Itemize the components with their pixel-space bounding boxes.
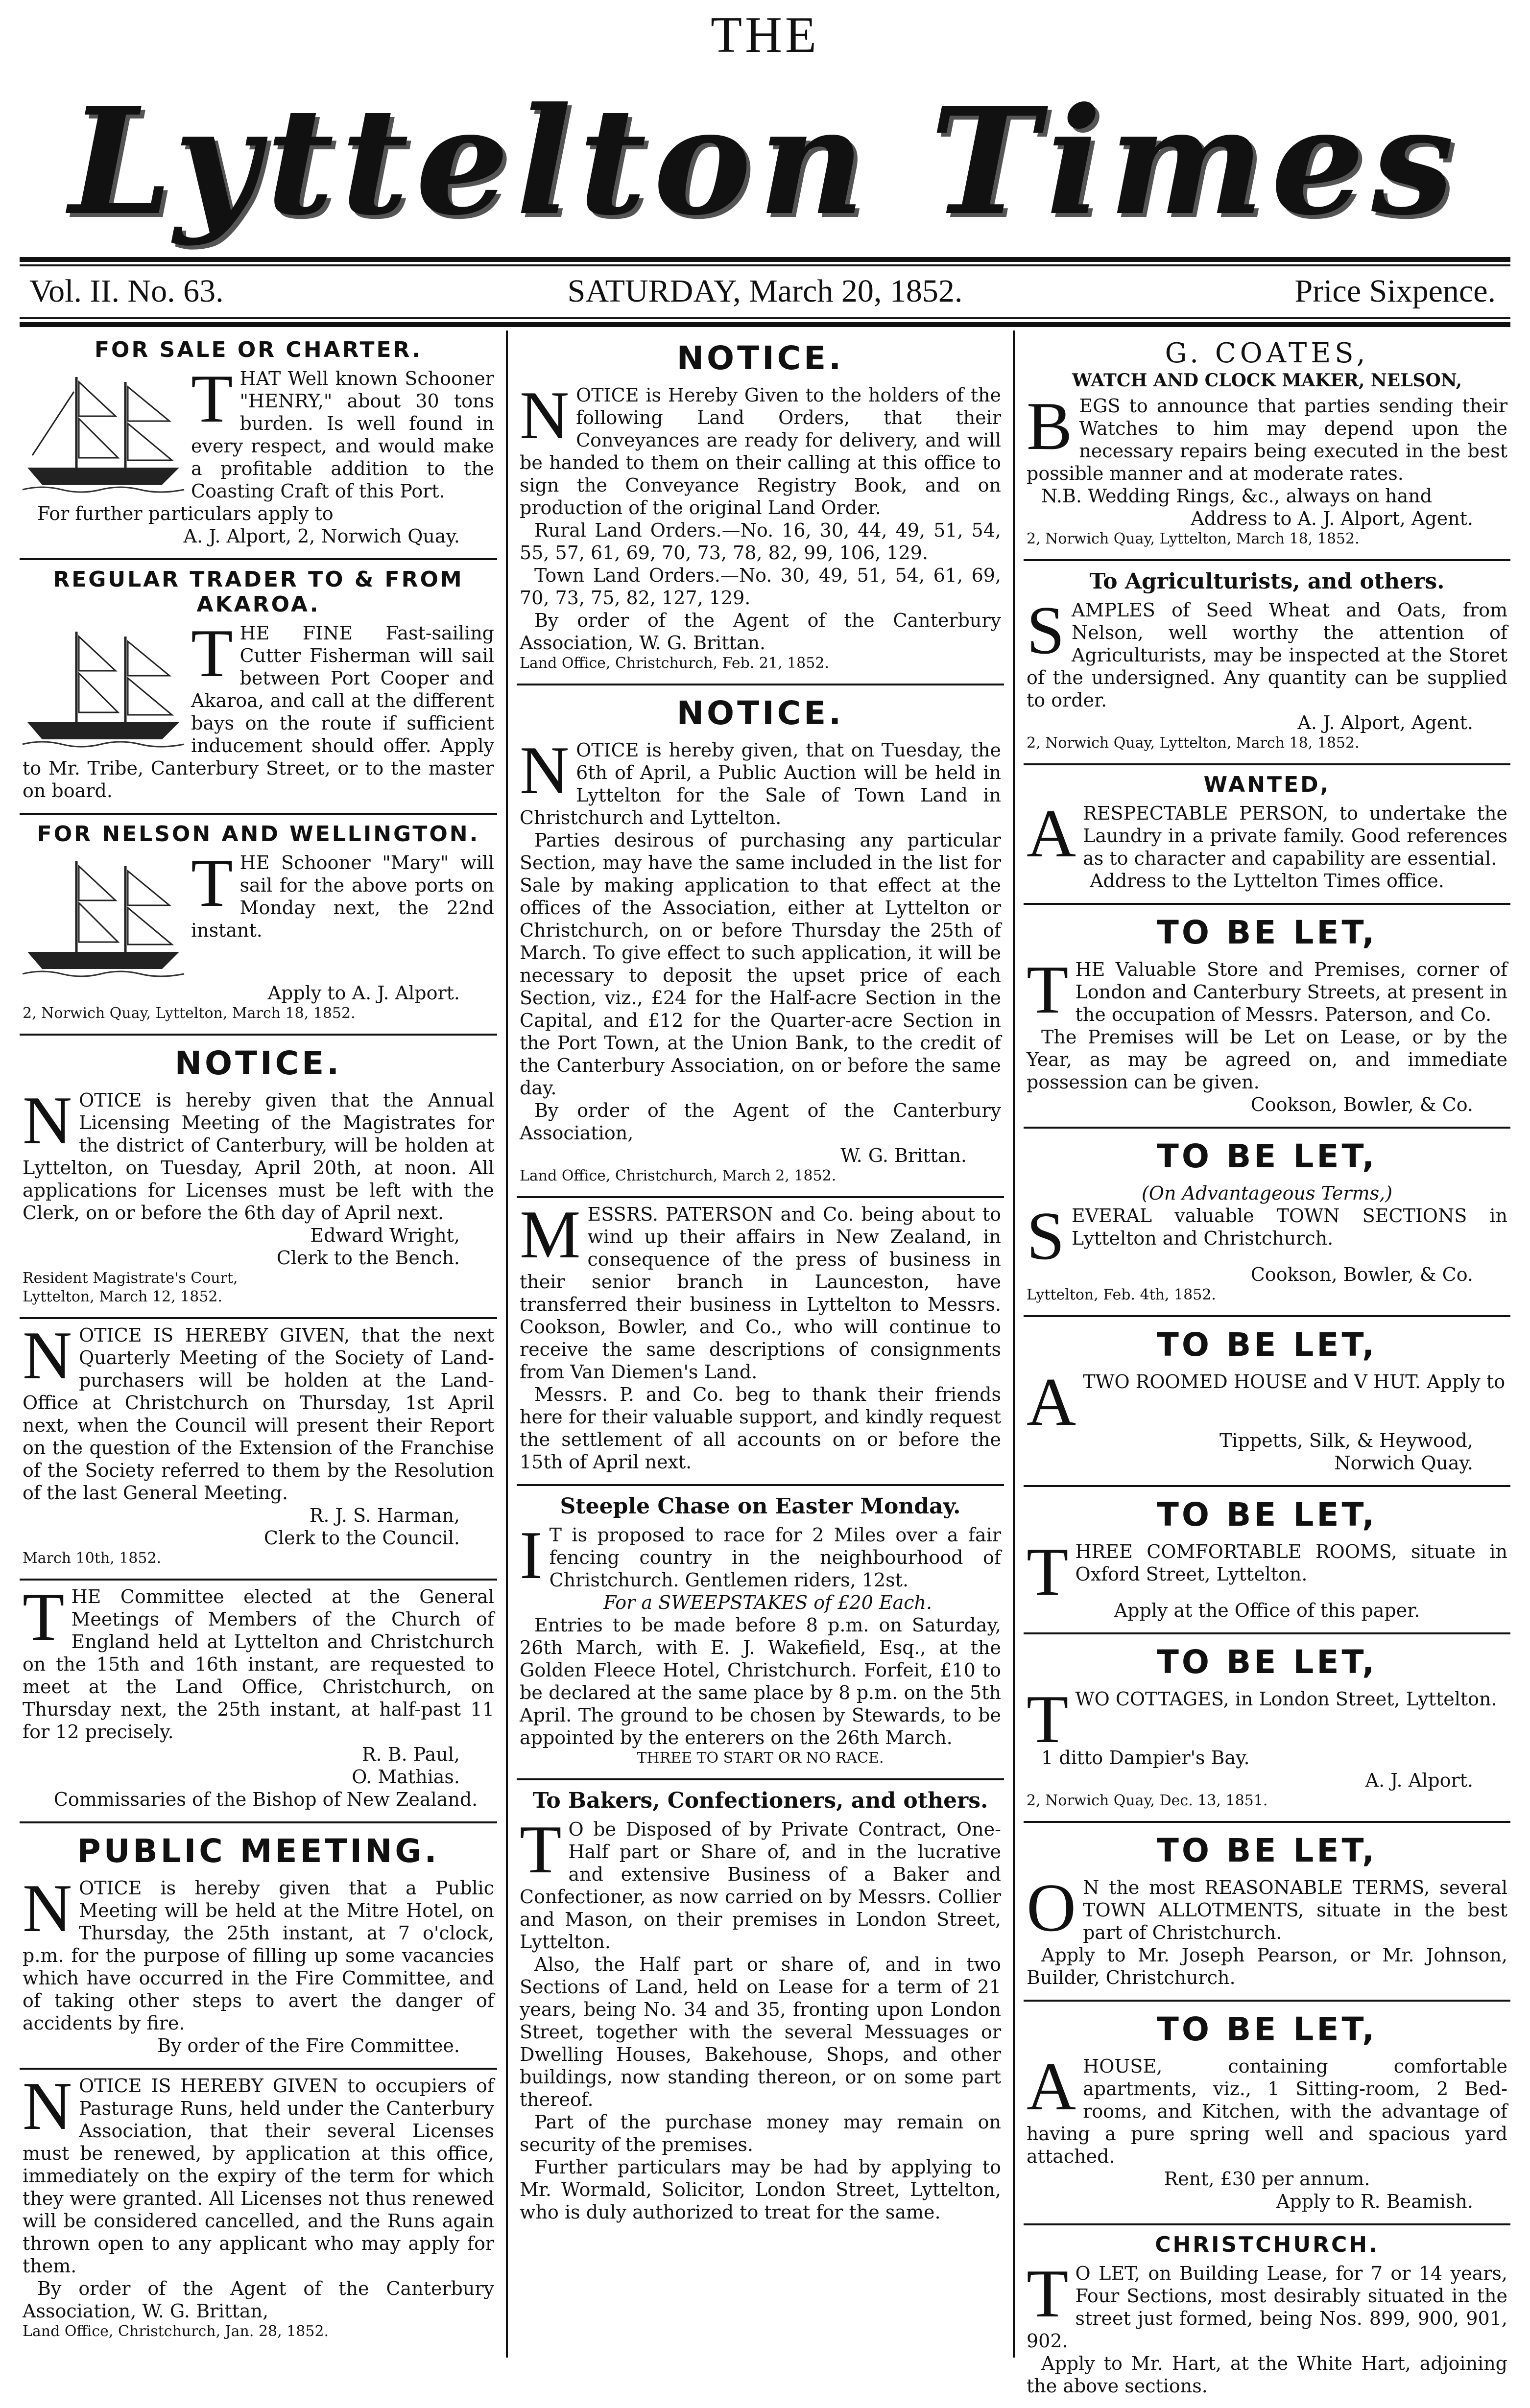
column-rule-1 [506,331,508,2358]
ad-paragraph: Entries to be made before 8 p.m. on Saturday, 26th March, with E. J. Wakefield, Esq., at the Golden Fleece Hotel, Christchurch. Forfeit, £10 to be declared at the same place by 8 p.m. on the 5th April. The ground to be chosen by Stewards, to be appointed by the enterers on the 26th March. [520,1614,1001,1748]
ad-body: ESSRS. PATERSON and Co. being about to wind up their affairs in New Zealand, in consequence of the press of business in their senior branch in Launceston, have transferred their business in Lyttelton to Messrs. Cookson, Bowler, and Co., who will continue to receive the same descriptions of consignments from Van Diemen's Land. [520,1204,1001,1383]
ad-paragraph: Also, the Half part or share of, and in two Sections of Land, held on Lease for a term of 21 years, being No. 34 and 35, fronting upon London Street, together with the several Messuages or Dwelling Houses, Bakehouse, Shops, and other buildings, now standing thereon, or on some part thereof. [520,1954,1001,2110]
dateline [20,269,1510,313]
ad-heading: TO BE LET, [1156,1832,1378,1869]
drop-cap: A [1027,796,1076,872]
ad-signature: Cookson, Bowler, & Co. [1250,1094,1473,1115]
ad-heading: PUBLIC MEETING. [77,1832,440,1870]
ad-body: T is proposed to race for 2 Miles over a fair fencing country in the neighbourhood of Christchurch. Gentlemen riders, 12st. [549,1524,1001,1591]
drop-cap: N [520,732,570,808]
ad-paragraph: Messrs. P. and Co. beg to thank their friends here for their valuable support, and kindly request the settlement of all accounts on or before the 15th of April next. [520,1384,1001,1473]
ad-fisherman-cutter [20,560,497,815]
ad-public-auction-notice [517,685,1004,1198]
ad-heading: TO BE LET, [1156,1643,1378,1681]
ad-signature: A. J. Alport, Agent. [1297,712,1473,733]
ad-subheading: WATCH AND CLOCK MAKER, NELSON, [1072,370,1462,391]
drop-cap: A [1027,2049,1076,2125]
drop-cap: I [520,1517,543,1593]
drop-cap: T [191,845,233,921]
ad-heading: WANTED, [1203,772,1331,797]
ad-heading: TO BE LET, [1156,1137,1378,1175]
ad-body: HOUSE, containing comfortable apartments, viz., 1 Sitting-room, 2 Bed-rooms, and Kitchen, with the advantage of having a pure spring well and spacious yard attached. [1027,2055,1507,2167]
ad-body: EVERAL valuable TOWN SECTIONS in Lyttelton and Christchurch. [1071,1205,1507,1249]
ad-heading: CHRISTCHURCH. [1155,2232,1379,2257]
town-land-orders: Town Land Orders.—No. 30, 49, 51, 54, 61, 69, 70, 73, 75, 82, 127, 129. [520,565,1001,609]
ad-body: HREE COMFORTABLE ROOMS, situate in Oxford Street, Lyttelton. [1075,1541,1507,1585]
ad-to-let-house [1024,2002,1510,2225]
drop-cap: N [23,1083,72,1158]
ad-paragraph: 1 ditto Dampier's Bay. [1041,1747,1250,1769]
ad-body: OTICE is hereby given, that on Tuesday, the 6th of April, a Public Auction will be held in Lyttelton for the Sale of Town Land in Christchurch and Lyttelton. [520,739,1001,828]
ad-note: 2, Norwich Quay, Lyttelton, March 18, 1852. [1027,734,1360,752]
ad-paragraph: By order of the Agent of the Canterbury Association, [520,1100,1001,1144]
ad-signature: Edward Wright, [310,1225,460,1246]
ad-heading: NOTICE. [676,694,844,732]
drop-cap: T [1027,2256,1069,2332]
drop-cap: O [1027,1870,1076,1946]
ad-heading: TO BE LET, [1156,1496,1378,1534]
drop-cap: N [23,1870,72,1946]
ad-heading: TO BE LET, [1156,1326,1378,1364]
ad-note: 2, Norwich Quay, Lyttelton, March 18, 1852. [1027,530,1360,547]
drop-cap: T [1027,952,1069,1028]
ad-to-let-store [1024,905,1510,1129]
ad-heading: TO BE LET, [1156,914,1378,951]
ad-note: Resident Magistrate's Court, [23,1270,238,1287]
ad-land-purchasers-notice [20,1319,497,1581]
ad-signature: R. B. Paul, [361,1744,460,1765]
ad-body: HE FINE Fast-sailing Cutter Fisherman will sail between Port Cooper and Akaroa, and call at the different bays on the route if sufficient inducement should offer. Apply to Mr. Tribe, Canterbury Street, or to the master on board. [23,622,494,802]
ad-signature-title: Clerk to the Bench. [276,1247,460,1269]
masthead-rule-top-thin [20,264,1510,266]
rural-land-orders: Rural Land Orders.—No. 16, 30, 44, 49, 51, 54, 55, 57, 61, 69, 70, 73, 78, 82, 99, 106, 129. [520,519,1001,564]
drop-cap: T [191,615,233,691]
drop-cap: N [23,1318,72,1393]
newspaper-title: Lyttelton Times [69,75,1461,248]
ad-signature: Cookson, Bowler, & Co. [1250,1264,1473,1285]
ad-land-orders-notice [517,331,1004,685]
column-rule-2 [1013,331,1015,2358]
ad-paragraph: The Premises will be Let on Lease, or by the Year, as may be agreed on, and immediate possession can be given. [1027,1026,1507,1093]
ad-paragraph: N.B. Wedding Rings, &c., always on hand [1041,485,1433,507]
ad-henry-schooner [20,331,497,560]
ad-note: Land Office, Christchurch, March 2, 1852. [520,1167,837,1184]
sweepstakes-line: For a SWEEPSTAKES of £20 Each. [603,1592,932,1613]
ad-note: Lyttelton, March 12, 1852. [23,1288,223,1305]
ad-church-committee [20,1581,497,1823]
ad-paragraph: Apply to Mr. Joseph Pearson, or Mr. Johnson, Builder, Christchurch. [1027,1944,1507,1988]
column-right [1024,331,1510,2397]
drop-cap: T [191,361,233,437]
ad-note: Land Office, Christchurch, Jan. 28, 1852. [23,2323,329,2340]
ad-signature: By order of the Fire Committee. [157,2035,460,2056]
column-left [20,331,497,2358]
ad-signature: Apply to A. J. Alport. [267,982,460,1004]
ad-bakers-confectioners [517,1780,1004,2234]
ad-paragraph: Rent, £30 per annum. [1164,2168,1370,2190]
drop-cap: S [1027,1198,1065,1274]
ad-subheading: (On Advantageous Terms,) [1141,1182,1393,1204]
ad-heading: TO BE LET, [1156,2010,1378,2048]
ad-heading: To Agriculturists, and others. [1089,569,1445,594]
ad-to-let-town-sections [1024,1129,1510,1317]
drop-cap: B [1027,388,1073,464]
ad-heading: NOTICE. [174,1044,342,1082]
ad-body: OTICE IS HEREBY GIVEN to occupiers of Pasturage Runs, held under the Canterbury Association, that their several Licenses must be renewed, by application at this office, immediately on the expiry of the term for which they were granted. All Licenses not thus renewed will be considered cancelled, and the Runs again thrown open to any applicant who may apply for them. [23,2075,494,2277]
ad-body-line2: For further particulars apply to [37,503,334,524]
masthead-rule-bottom-thin [20,317,1510,319]
masthead-rule-top [20,257,1510,262]
ad-signature: A. J. Alport, 2, Norwich Quay. [183,525,460,547]
ad-heading: FOR SALE OR CHARTER. [95,337,422,362]
ad-paragraph: Part of the purchase money may remain on security of the premises. [520,2111,1001,2155]
ad-heading: FOR NELSON AND WELLINGTON. [37,822,480,847]
ad-signature-address: Norwich Quay. [1334,1452,1473,1474]
ad-heading: G. COATES, [1165,337,1369,369]
drop-cap: T [23,1579,65,1655]
ad-christchurch-lease [1024,2225,1510,2408]
ad-body: OTICE is hereby given that the Annual Licensing Meeting of the Magistrates for the district of Canterbury, will be holden at Lyttelton, on Tuesday, April 20th, at noon. All applications for Licenses must be left with the Clerk, on or before the 6th day of April next. [23,1089,494,1224]
ship-illustration-icon [23,851,184,979]
ad-body: HE Schooner "Mary" will sail for the above ports on Monday next, the 22nd instant. [191,852,494,941]
ad-to-let-cottages [1024,1634,1510,1823]
ad-body: HE Committee elected at the General Meetings of Members of the Church of England held at Lyttelton and Christchurch on the 15th and 16th instant, are requested to meet at the Land Office, Christchurch, on Thursday next, the 25th instant, at half-past 11 for 12 precisely. [23,1586,494,1743]
drop-cap: M [520,1197,581,1273]
ad-signature: W. G. Brittan. [840,1145,967,1166]
ad-signature-title: Commissaries of the Bishop of New Zealand. [53,1789,478,1810]
ad-pasturage-runs [20,2070,497,2352]
ad-body: HE Valuable Store and Premises, corner of London and Canterbury Streets, at present in the occupation of Messrs. Paterson, and Co. [1075,959,1507,1025]
drop-cap: S [1027,592,1065,668]
ad-body: HAT Well known Schooner "HENRY," about 30 tons burden. Is well found in every respect, and would make a profitable addition to the Coasting Craft of this Port. [191,368,494,502]
ad-steeple-chase [517,1486,1004,1780]
ad-paragraph: Address to the Lyttelton Times office. [1090,870,1444,892]
ad-note: 2, Norwich Quay, Dec. 13, 1851. [1027,1792,1268,1809]
volume-number: Vol. II. No. 63. [29,273,224,309]
column-middle [517,331,1004,2358]
ad-body: O be Disposed of by Private Contract, One-Half part or Share of, and in the lucrative and extensive Business of a Baker and Confectioner, as now carried on by Messrs. Collier and Mason, on their premises in London Street, Lyttelton. [520,1818,1001,1953]
ad-signature-title: Clerk to the Council. [263,1527,460,1549]
ad-signature: A. J. Alport. [1365,1770,1473,1791]
ad-signature: R. J. S. Harman, [309,1505,460,1526]
ship-illustration-icon [23,622,184,749]
drop-cap: N [520,378,570,453]
drop-cap: N [23,2068,72,2144]
ad-coates-watchmaker [1024,331,1510,561]
ad-mary-schooner [20,815,497,1036]
issue-price: Price Sixpence. [1294,273,1496,309]
ad-licensing-notice [20,1036,497,1319]
ad-order-line: By order of the Agent of the Canterbury Association, W. G. Brittan. [520,610,1001,654]
ad-body: OTICE is hereby given that a Public Meeting will be held at the Mitre Hotel, on Thursday, the 25th instant, at 7 o'clock, p.m. for the purpose of filling up some vacancies which have occurred in the Fire Committee, and of taking other steps to avert the danger of accidents by fire. [23,1877,494,2034]
ad-to-let-house-hut [1024,1317,1510,1487]
ad-note: March 10th, 1852. [23,1550,162,1567]
ad-body: OTICE IS HEREBY GIVEN, that the next Quarterly Meeting of the Society of Land-purchasers will be holden at the Land-Office at Christchurch on Thursday, 1st April next, when the Council will present their Report on the question of the Extension of the Franchise of the Society referred to them by the Resolution of the last General Meeting. [23,1324,494,1504]
ad-heading: To Bakers, Confectioners, and others. [532,1788,988,1813]
ship-illustration-icon [23,367,184,495]
ad-paragraph: Apply at the Office of this paper. [1114,1600,1420,1621]
ad-paragraph: Further particulars may be had by applying to Mr. Wormald, Solicitor, London Street, Lyttelton, who is duly authorized to treat for the same. [520,2156,1001,2223]
ad-body: EGS to announce that parties sending their Watches to him may depend upon the necessary repairs being executed in the best possible manner and at moderate rates. [1027,395,1507,484]
ad-heading: REGULAR TRADER TO & FROM AKAROA. [53,567,464,617]
ad-order-line: By order of the Agent of the Canterbury Association, W. G. Brittan, [23,2278,494,2322]
ad-body: AMPLES of Seed Wheat and Oats, from Nelson, well worthy the attention of Agriculturists, may be inspected at the Storet of the undersigned. Any quantity can be supplied to order. [1027,599,1507,711]
ad-signature: O. Mathias. [352,1766,460,1788]
drop-cap: T [1027,1681,1069,1757]
ad-to-let-rooms [1024,1487,1510,1634]
ad-heading: Steeple Chase on Easter Monday. [560,1494,961,1519]
ad-body: OTICE is Hereby Given to the holders of the following Land Orders, that their Conveyances are ready for delivery, and will be handed to them on their calling at this office to sign the Conveyance Registry Book, and on production of the original Land Order. [520,384,1001,519]
drop-cap: T [520,1812,562,1888]
ad-agriculturists [1024,561,1510,765]
ad-body: RESPECTABLE PERSON, to undertake the Laundry in a private family. Good references as to character and capability are essential. [1083,803,1507,869]
ad-signature: Address to A. J. Alport, Agent. [1191,508,1473,529]
ad-signature: Apply to R. Beamish. [1276,2191,1473,2212]
ad-body: TWO ROOMED HOUSE and V HUT. Apply to [1083,1371,1506,1393]
masthead-the: THE [710,6,820,63]
issue-date: SATURDAY, March 20, 1852. [567,273,963,309]
ad-public-meeting [20,1823,497,2070]
ad-body: N the most REASONABLE TERMS, several TOWN ALLOTMENTS, situate in the best part of Christchurch. [1083,1877,1507,1943]
ad-note: 2, Norwich Quay, Lyttelton, March 18, 1852. [23,1005,356,1022]
masthead-rule-bottom [20,322,1510,327]
ad-signature: Tippetts, Silk, & Heywood, [1219,1430,1473,1451]
ad-note: THREE TO START OR NO RACE. [637,1749,884,1767]
drop-cap: T [1027,1534,1069,1610]
ad-paragraph: Parties desirous of purchasing any particular Section, may have the same included in the list for Sale by making application to that effect at the offices of the Association, either at Lyttelton or Christchurch, on or before Thursday the 25th of March. To give effect to such application, it will be necessary to deposit the upset price of each Section, viz., £24 for the Half-acre Section in the Capital, and £12 for the Quarter-acre Section in the Port Town, at the Union Bank, to the credit of the Canterbury Association, on or before the same day. [520,829,1001,1099]
drop-cap: A [1027,1364,1076,1440]
ad-to-let-allotments [1024,1823,1510,2002]
ad-wanted-laundry [1024,765,1510,905]
ad-heading: NOTICE. [676,339,844,377]
ad-note: Land Office, Christchurch, Feb. 21, 1852. [520,655,829,672]
ad-paragraph: Apply to Mr. Hart, at the White Hart, adjoining the above sections. [1027,2353,1507,2397]
ad-paterson-notice [517,1198,1004,1486]
ad-body: O LET, on Building Lease, for 7 or 14 years, Four Sections, most desirably situated in the street just formed, being Nos. 899, 900, 901, 902. [1027,2263,1507,2352]
ad-note: Lyttelton, Feb. 4th, 1852. [1027,1286,1216,1303]
ad-body: WO COTTAGES, in London Street, Lyttelton. [1075,1688,1497,1710]
